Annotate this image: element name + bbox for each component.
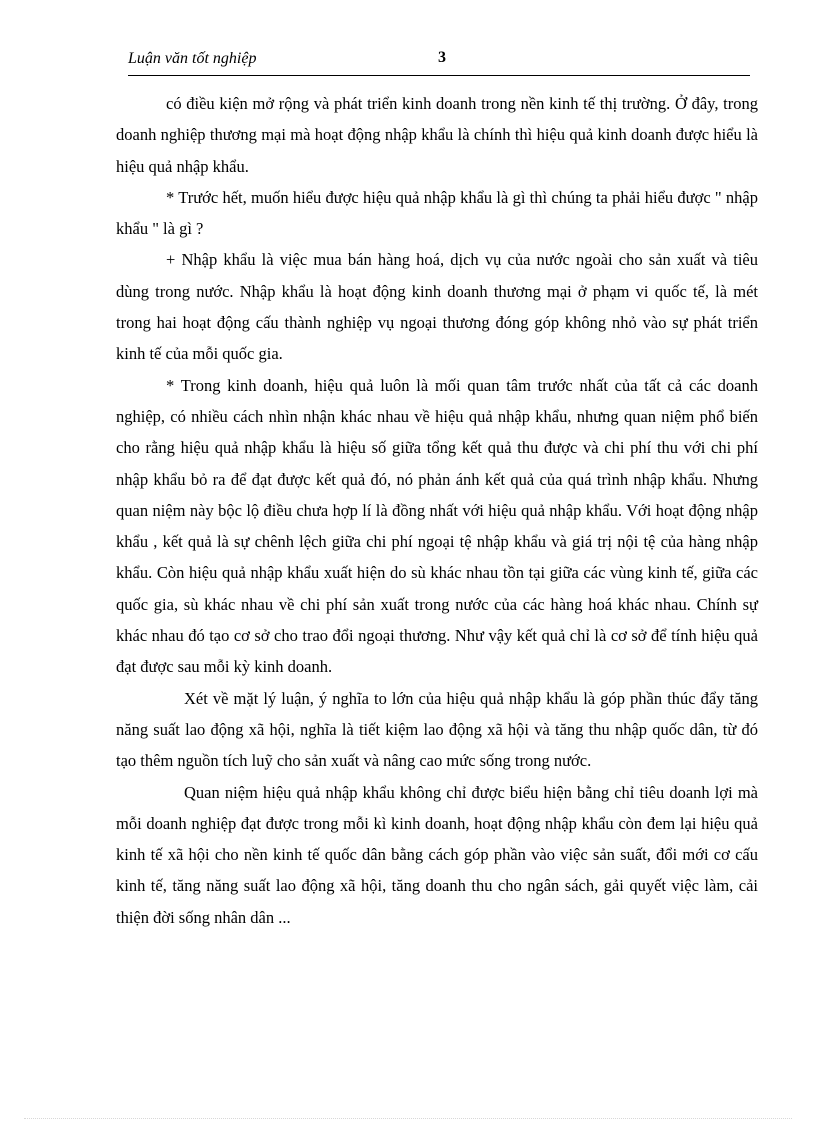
paragraph: Xét về mặt lý luận, ý nghĩa to lớn của hiệu quả nhập khẩu là góp phần thúc đẩy tăng năng suất lao động xã hội, nghĩa là tiết kiệm lao động xã hội và tăng thu nhập quốc dân, từ đó tạo thêm nguồn tích luỹ cho sản xuất và nâng cao mức sống trong nước. [116, 688, 758, 771]
paragraph: * Trong kinh doanh, hiệu quả luôn là mối quan tâm trước nhất của tất cả các doanh nghiệp, có nhiều cách nhìn nhận khác nhau về hiệu quả nhập khẩu, nhưng quan niệm phổ biến cho rằng hiệu quả nhập khẩu là hiệu số giữa tổng kết quả thu được và chi phí thu với chi phí nhập khẩu bỏ ra để đạt được kết quả đó, nó phản ánh kết quả của quá trình nhập khẩu. Nhưng quan niệm này bộc lộ điều chưa hợp lí là đồng nhất với hiệu quả nhập khẩu. Với hoạt động nhập khẩu , kết quả là sự chênh lệch giữa chi phí ngoại tệ nhập khẩu và giá trị nội tệ của hàng nhập khẩu. Còn hiệu quả nhập khẩu xuất hiện do sù khác nhau tồn tại giữa các vùng kinh tế, giữa các quốc gia, sù khác nhau về chi phí sản xuất trong nước của các hàng hoá khác nhau. Chính sự khác nhau đó tạo cơ sở cho trao đổi ngoại thương. Như vậy kết quả chỉ là cơ sở để tính hiệu quả đạt được sau mỗi kỳ kinh doanh. [116, 375, 758, 677]
page-bottom-divider [24, 1118, 792, 1119]
document-title: Luận văn tốt nghiệp [128, 50, 257, 67]
paragraph: có điều kiện mở rộng và phát triển kinh doanh trong nền kinh tế thị trường. Ở đây, trong doanh nghiệp thương mại mà hoạt động nhập khẩu là chính thì hiệu quả kinh doanh được hiểu là hiệu quả nhập khẩu. [116, 94, 758, 176]
paragraph: + Nhập khẩu là việc mua bán hàng hoá, dịch vụ của nước ngoài cho sản xuất và tiêu dùng trong nước. Nhập khẩu là hoạt động kinh doanh thương mại ở phạm vi quốc tế, là mét trong hai hoạt động cấu thành nghiệp vụ ngoại thương đóng góp không nhỏ vào sự phát triển kinh tế của mỗi quốc gia. [116, 250, 758, 364]
page-header [128, 46, 750, 76]
page-body [116, 88, 758, 933]
header-divider [128, 75, 750, 76]
paragraph: Quan niệm hiệu quả nhập khẩu không chỉ được biểu hiện bằng chỉ tiêu doanh lợi mà mỗi doanh nghiệp đạt được trong mỗi kì kinh doanh, hoạt động nhập khẩu còn đem lại hiệu quả kinh tế xã hội cho nền kinh tế quốc dân bằng cách góp phần vào việc sản suất, đổi mới cơ cấu kinh tế, tăng năng suất lao động xã hội, tăng doanh thu cho ngân sách, gải quyết việc làm, cải thiện đời sống nhân dân ... [116, 782, 758, 927]
paragraph: * Trước hết, muốn hiểu được hiệu quả nhập khẩu là gì thì chúng ta phải hiểu được " nhập khẩu " là gì ? [116, 187, 758, 239]
page-number: 3 [438, 49, 446, 66]
